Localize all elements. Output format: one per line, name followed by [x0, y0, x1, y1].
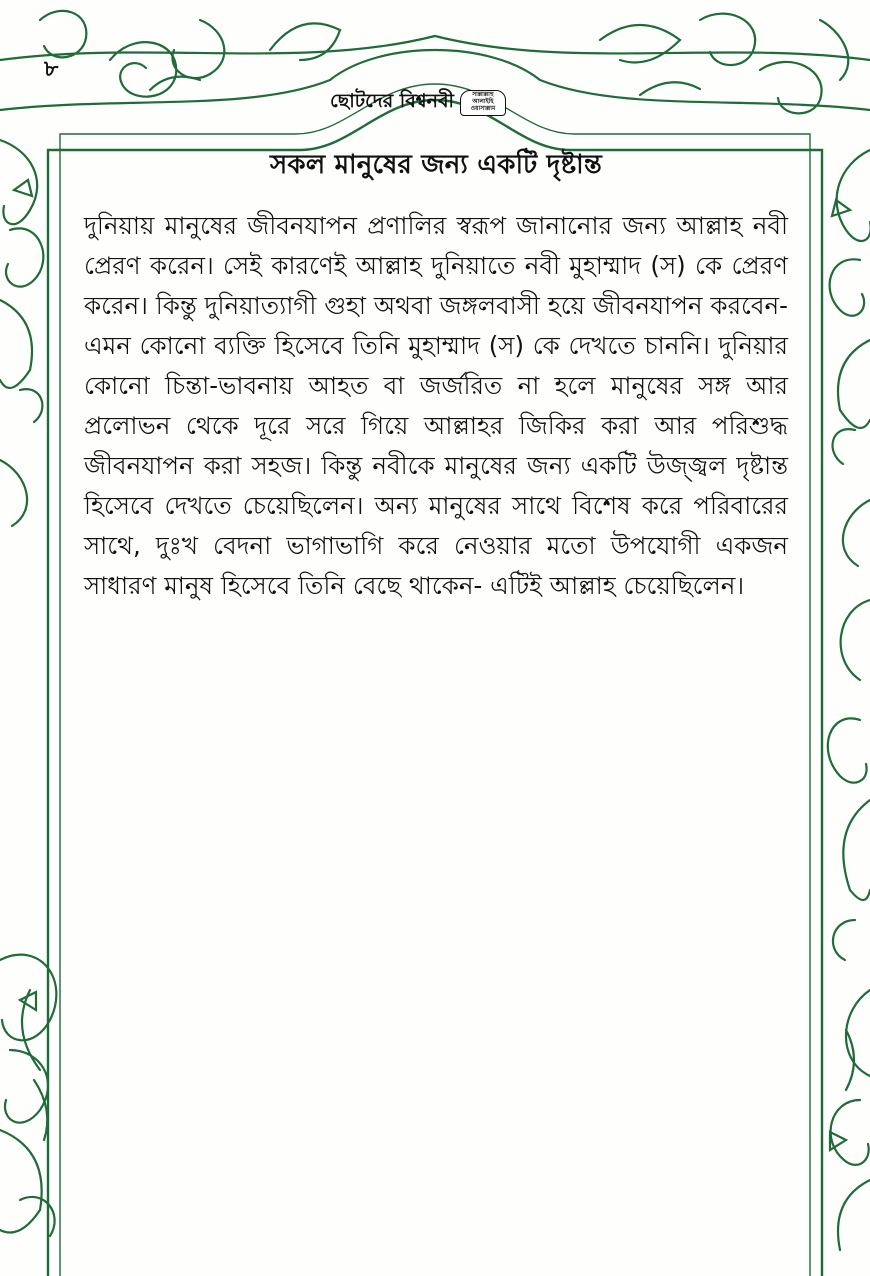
running-header: [330, 88, 550, 118]
seal-line-1: সাল্লাল্লাহু: [472, 91, 494, 98]
article: [84, 144, 788, 606]
calligraphy-seal-icon: [460, 90, 506, 116]
seal-line-2: আলাইহি: [472, 98, 494, 105]
seal-line-3: ওয়াসাল্লাম: [470, 105, 496, 112]
page-number: ৮: [44, 57, 59, 82]
running-title: ছোটদের বিশ্বনবী: [330, 90, 454, 112]
article-body: দুনিয়ায় মানুষের জীবনযাপন প্রণালির স্বরূপ জানানোর জন্য আল্লাহ নবী প্রেরণ করেন। সেই কারণেই আল্লাহ দুনিয়াতে নবী মুহাম্মাদ (স) কে প্রেরণ করেন। কিন্তু দুনিয়াত্যাগী গুহা অথবা জঙ্গলবাসী হয়ে জীবনযাপন করবেন- এমন কোনো ব্যক্তি হিসেবে তিনি মুহাম্মাদ (স) কে দেখতে চাননি। দুনিয়ার কোনো চিন্তা-ভাবনায় আহত বা জর্জরিত না হলে মানুষের সঙ্গ আর প্রলোভন থেকে দূরে সরে গিয়ে আল্লাহর জিকির করা আর পরিশুদ্ধ জীবনযাপন করা সহজ। কিন্তু নবীকে মানুষের জন্য একটি উজ্জ্বল দৃষ্টান্ত হিসেবে দেখতে চেয়েছিলেন। অন্য মানুষের সাথে বিশেষ করে পরিবারের সাথে, দুঃখ বেদনা ভাগাভাগি করে নেওয়ার মতো উপযোগী একজন সাধারণ মানুষ হিসেবে তিনি বেছে থাকেন- এটিই আল্লাহ চেয়েছিলেন।: [84, 211, 788, 600]
article-title: সকল মানুষের জন্য একটি দৃষ্টান্ত: [270, 150, 602, 180]
